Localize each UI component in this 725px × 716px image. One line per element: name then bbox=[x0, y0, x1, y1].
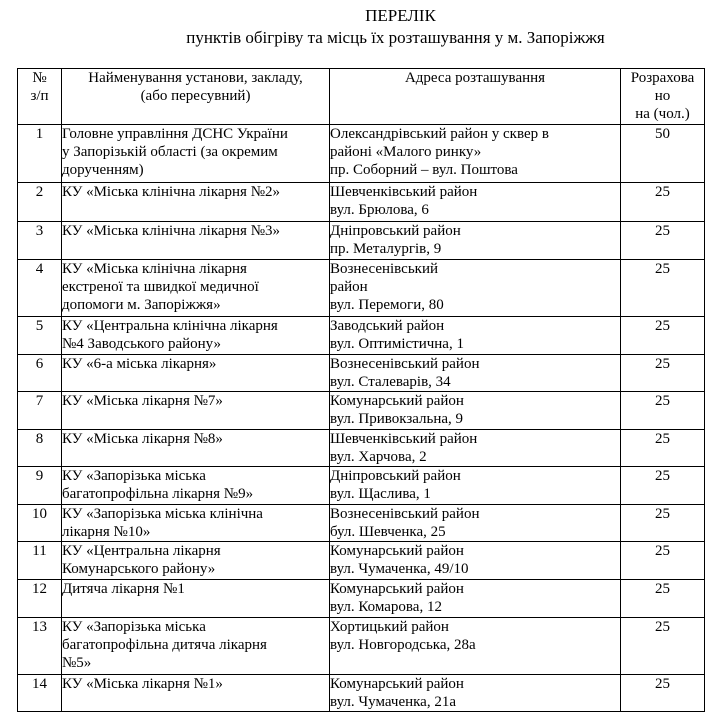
row-number: 10 bbox=[18, 505, 62, 542]
address-line: Шевченківський район bbox=[330, 184, 478, 200]
column-header-number bbox=[18, 69, 62, 125]
address-line: вул. Новгородська, 28а bbox=[330, 637, 476, 653]
institution-name-line: №5» bbox=[62, 655, 92, 671]
address-line: Вознесенівський район bbox=[330, 356, 480, 372]
institution-name bbox=[62, 675, 330, 712]
institution-name-line: КУ «Міська лікарня №1» bbox=[62, 676, 223, 692]
institution-name-line: Комунарського району» bbox=[62, 561, 216, 577]
address-line: пр. Металургів, 9 bbox=[330, 241, 442, 257]
header-line: № bbox=[32, 70, 47, 86]
institution-name bbox=[62, 580, 330, 618]
table-row bbox=[18, 355, 705, 392]
table-row bbox=[18, 467, 705, 505]
address-line: вул. Перемоги, 80 bbox=[330, 297, 444, 313]
institution-name-line: КУ «Міська лікарня №7» bbox=[62, 393, 223, 409]
header-line: з/п bbox=[30, 88, 49, 104]
capacity: 50 bbox=[621, 125, 705, 183]
document-title: ПЕРЕЛІК bbox=[365, 6, 436, 25]
address-line: Комунарський район bbox=[330, 393, 464, 409]
header-line: Розрахова bbox=[630, 70, 695, 86]
address bbox=[330, 183, 621, 222]
institution-name-line: КУ «Міська клінічна лікарня №2» bbox=[62, 184, 281, 200]
heating-points-table bbox=[17, 68, 705, 712]
address-line: вул. Комарова, 12 bbox=[330, 599, 442, 615]
address bbox=[330, 355, 621, 392]
address bbox=[330, 675, 621, 712]
institution-name-line: лікарня №10» bbox=[62, 524, 151, 540]
address-line: Олександрівський район у сквер в bbox=[330, 126, 549, 142]
institution-name bbox=[62, 260, 330, 317]
address-line: Заводський район bbox=[330, 318, 445, 334]
row-number: 4 bbox=[18, 260, 62, 317]
address bbox=[330, 542, 621, 580]
address-line: Хортицький район bbox=[330, 619, 449, 635]
table-row bbox=[18, 505, 705, 542]
row-number: 6 bbox=[18, 355, 62, 392]
capacity: 25 bbox=[621, 430, 705, 467]
row-number: 8 bbox=[18, 430, 62, 467]
institution-name-line: №4 Заводського району» bbox=[62, 336, 222, 352]
header-line: Найменування установи, закладу, bbox=[88, 70, 303, 86]
institution-name-line: КУ «Міська лікарня №8» bbox=[62, 431, 223, 447]
institution-name-line: КУ «Запорізька міська клінічна bbox=[62, 506, 263, 522]
address bbox=[330, 618, 621, 675]
table-row bbox=[18, 618, 705, 675]
institution-name bbox=[62, 430, 330, 467]
table-row bbox=[18, 317, 705, 355]
address-line: Дніпровський район bbox=[330, 468, 461, 484]
table-row bbox=[18, 222, 705, 260]
institution-name bbox=[62, 618, 330, 675]
column-header-address bbox=[330, 69, 621, 125]
address-line: Комунарський район bbox=[330, 676, 464, 692]
institution-name-line: Головне управління ДСНС України bbox=[62, 126, 288, 142]
capacity: 25 bbox=[621, 580, 705, 618]
address bbox=[330, 260, 621, 317]
address-line: Дніпровський район bbox=[330, 223, 461, 239]
address-line: вул. Чумаченка, 49/10 bbox=[330, 561, 469, 577]
capacity: 25 bbox=[621, 222, 705, 260]
institution-name bbox=[62, 222, 330, 260]
header-line: (або пересувний) bbox=[140, 88, 251, 104]
address-line: вул. Привокзальна, 9 bbox=[330, 411, 464, 427]
address-line: вул. Брюлова, 6 bbox=[330, 202, 429, 218]
row-number: 14 bbox=[18, 675, 62, 712]
table-row bbox=[18, 430, 705, 467]
row-number: 1 bbox=[18, 125, 62, 183]
institution-name bbox=[62, 355, 330, 392]
institution-name-line: Дитяча лікарня №1 bbox=[62, 581, 185, 597]
row-number: 12 bbox=[18, 580, 62, 618]
row-number: 9 bbox=[18, 467, 62, 505]
capacity: 25 bbox=[621, 355, 705, 392]
institution-name-line: КУ «6-а міська лікарня» bbox=[62, 356, 217, 372]
institution-name-line: у Запорізькій області (за окремим bbox=[62, 144, 278, 160]
institution-name-line: КУ «Центральна клінічна лікарня bbox=[62, 318, 278, 334]
address bbox=[330, 222, 621, 260]
institution-name-line: КУ «Запорізька міська bbox=[62, 619, 206, 635]
institution-name-line: багатопрофільна дитяча лікарня bbox=[62, 637, 267, 653]
address-line: Комунарський район bbox=[330, 581, 464, 597]
address bbox=[330, 125, 621, 183]
header-line: Адреса розташування bbox=[404, 70, 546, 86]
institution-name bbox=[62, 183, 330, 222]
institution-name-line: багатопрофільна лікарня №9» bbox=[62, 486, 254, 502]
capacity: 25 bbox=[621, 392, 705, 430]
capacity: 25 bbox=[621, 505, 705, 542]
address bbox=[330, 392, 621, 430]
row-number: 3 bbox=[18, 222, 62, 260]
table-row bbox=[18, 260, 705, 317]
table-row bbox=[18, 580, 705, 618]
capacity: 25 bbox=[621, 675, 705, 712]
address-line: Шевченківський район bbox=[330, 431, 478, 447]
header-line: на (чол.) bbox=[635, 106, 690, 122]
capacity: 25 bbox=[621, 183, 705, 222]
address bbox=[330, 467, 621, 505]
institution-name bbox=[62, 467, 330, 505]
institution-name bbox=[62, 542, 330, 580]
address-line: Вознесенівський район bbox=[330, 506, 480, 522]
address-line: вул. Харчова, 2 bbox=[330, 449, 427, 465]
address-line: Вознесенівський bbox=[330, 261, 439, 277]
capacity: 25 bbox=[621, 542, 705, 580]
institution-name-line: КУ «Міська клінічна лікарня bbox=[62, 261, 247, 277]
institution-name-line: екстреної та швидкої медичної bbox=[62, 279, 259, 295]
capacity: 25 bbox=[621, 317, 705, 355]
institution-name-line: допомоги м. Запоріжжя» bbox=[62, 297, 221, 313]
row-number: 11 bbox=[18, 542, 62, 580]
address-line: пр. Соборний – вул. Поштова bbox=[330, 162, 518, 178]
row-number: 2 bbox=[18, 183, 62, 222]
capacity: 25 bbox=[621, 260, 705, 317]
column-header-capacity bbox=[621, 69, 705, 125]
address-line: Комунарський район bbox=[330, 543, 464, 559]
institution-name-line: КУ «Запорізька міська bbox=[62, 468, 206, 484]
institution-name bbox=[62, 392, 330, 430]
institution-name bbox=[62, 125, 330, 183]
address-line: бул. Шевченка, 25 bbox=[330, 524, 446, 540]
table-row bbox=[18, 125, 705, 183]
institution-name-line: КУ «Центральна лікарня bbox=[62, 543, 221, 559]
institution-name bbox=[62, 505, 330, 542]
table-row bbox=[18, 183, 705, 222]
address-line: вул. Оптимістична, 1 bbox=[330, 336, 464, 352]
column-header-name bbox=[62, 69, 330, 125]
row-number: 13 bbox=[18, 618, 62, 675]
institution-name bbox=[62, 317, 330, 355]
institution-name-line: КУ «Міська клінічна лікарня №3» bbox=[62, 223, 281, 239]
address bbox=[330, 505, 621, 542]
table-header-row bbox=[18, 69, 705, 125]
capacity: 25 bbox=[621, 618, 705, 675]
address-line: вул. Щаслива, 1 bbox=[330, 486, 431, 502]
header-line: но bbox=[654, 88, 671, 104]
institution-name-line: дорученням) bbox=[62, 162, 144, 178]
table-row bbox=[18, 542, 705, 580]
row-number: 7 bbox=[18, 392, 62, 430]
document-subtitle: пунктів обігріву та місць їх розташування у м. Запоріжжя bbox=[186, 28, 605, 47]
table-row bbox=[18, 392, 705, 430]
address bbox=[330, 430, 621, 467]
table-row bbox=[18, 675, 705, 712]
address bbox=[330, 580, 621, 618]
address-line: вул. Чумаченка, 21а bbox=[330, 694, 456, 710]
address-line: районі «Малого ринку» bbox=[330, 144, 482, 160]
address-line: район bbox=[330, 279, 368, 295]
row-number: 5 bbox=[18, 317, 62, 355]
address-line: вул. Сталеварів, 34 bbox=[330, 374, 451, 390]
address bbox=[330, 317, 621, 355]
capacity: 25 bbox=[621, 467, 705, 505]
